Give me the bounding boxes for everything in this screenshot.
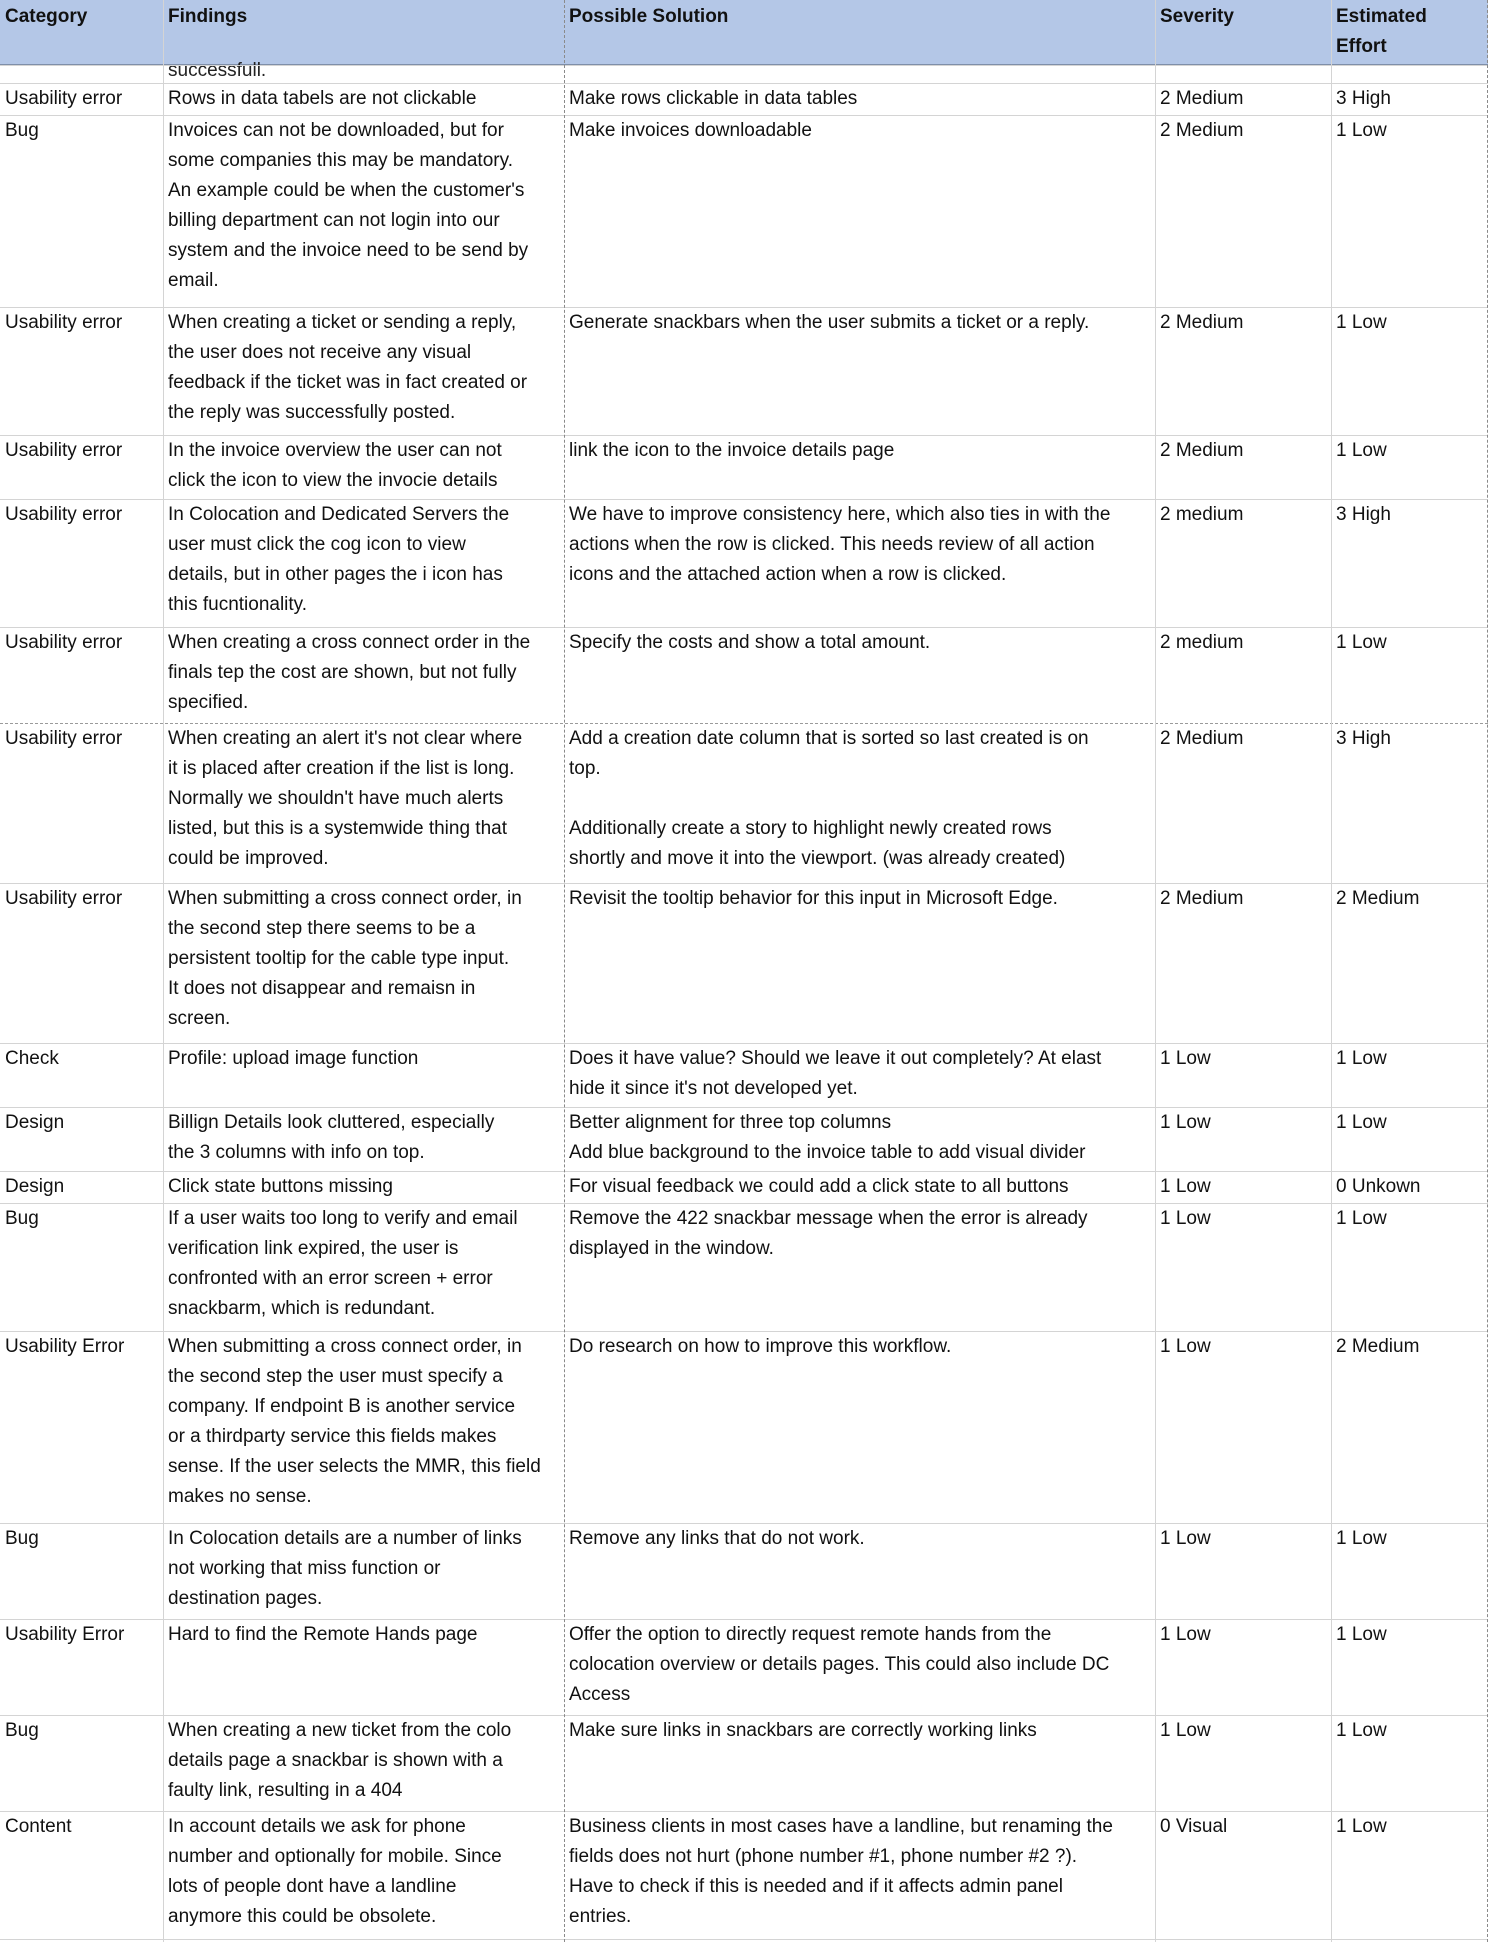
cell-category[interactable]: Bug [5,1208,39,1229]
table-row[interactable] [0,1716,1488,1812]
cell-effort[interactable]: 1 Low [1336,120,1387,141]
cell-findings[interactable]: Billign Details look cluttered, especially the 3 columns with info on top. [168,1112,495,1163]
cell-solution[interactable]: Better alignment for three top columns Add blue background to the invoice table to add visual divider [569,1112,1086,1163]
cell-solution[interactable]: Remove the 422 snackbar message when the error is already displayed in the window. [569,1208,1088,1259]
table-row[interactable] [0,1332,1488,1524]
cell-solution[interactable]: Revisit the tooltip behavior for this input in Microsoft Edge. [569,888,1058,909]
cell-findings[interactable]: When submitting a cross connect order, in the second step there seems to be a persistent tooltip for the cable type input. It does not disappear and remaisn in screen. [168,888,522,1029]
cell-severity[interactable]: 1 Low [1160,1624,1211,1645]
cell-findings[interactable]: If a user waits too long to verify and email verification link expired, the user is confronted with an error screen + error snackbarm, which is redundant. [168,1208,518,1319]
cell-solution[interactable]: Make rows clickable in data tables [569,88,858,109]
cell-severity[interactable]: 1 Low [1160,1176,1211,1197]
cell-solution[interactable]: Do research on how to improve this workflow. [569,1336,952,1357]
cell-severity[interactable]: 2 Medium [1160,888,1244,909]
cell-category[interactable]: Usability error [5,440,123,461]
header-estimated-effort[interactable]: Estimated Effort [1336,6,1427,57]
cell-solution[interactable]: Specify the costs and show a total amount. [569,632,931,653]
cell-severity[interactable]: 2 Medium [1160,88,1244,109]
grid-line [0,65,1488,66]
cell-severity[interactable]: 1 Low [1160,1720,1211,1741]
cell-effort[interactable]: 2 Medium [1336,1336,1420,1357]
cell-effort[interactable]: 3 High [1336,88,1391,109]
cell-effort[interactable]: 1 Low [1336,1208,1387,1229]
cell-category[interactable]: Design [5,1112,65,1133]
cell-effort[interactable]: 1 Low [1336,1048,1387,1069]
cell-effort[interactable]: 3 High [1336,728,1391,749]
cell-solution[interactable]: Offer the option to directly request remote hands from the colocation overview or details pages. This could also include DC Access [569,1624,1110,1705]
cell-severity[interactable]: 1 Low [1160,1048,1211,1069]
cell-solution[interactable]: Add a creation date column that is sorted so last created is on top. Additionally create a story to highlight newly created rows shortly and move it into the viewport. (was already created) [569,728,1089,869]
table-row[interactable] [0,500,1488,628]
cell-category[interactable]: Usability error [5,728,123,749]
cell-category[interactable]: Usability error [5,88,123,109]
cell-severity[interactable]: 1 Low [1160,1528,1211,1549]
cell-effort[interactable]: 1 Low [1336,1112,1387,1133]
header-findings[interactable]: Findings [168,6,248,27]
cell-effort[interactable]: 1 Low [1336,312,1387,333]
cell-category[interactable]: Usability error [5,888,123,909]
cell-category[interactable]: Usability error [5,312,123,333]
cell-solution[interactable]: Business clients in most cases have a landline, but renaming the fields does not hurt (phone number #1, phone number #2 ?). Have to check if this is needed and if it affects admin panel entries. [569,1816,1113,1927]
cell-effort[interactable]: 2 Medium [1336,888,1420,909]
cell-severity[interactable]: 2 medium [1160,632,1244,653]
cell-effort[interactable]: 1 Low [1336,1624,1387,1645]
cell-findings[interactable]: In Colocation details are a number of links not working that miss function or destination pages. [168,1528,522,1609]
cell-effort[interactable]: 0 Unkown [1336,1176,1421,1197]
cell-category[interactable]: Usability error [5,504,123,525]
header-severity[interactable]: Severity [1160,6,1234,27]
cell-findings[interactable]: In account details we ask for phone number and optionally for mobile. Since lots of people dont have a landline anymore this could be obsolete. [168,1816,502,1927]
cell-effort[interactable]: 3 High [1336,504,1391,525]
table-row[interactable] [0,436,1488,500]
cell-solution[interactable]: Make sure links in snackbars are correctly working links [569,1720,1037,1741]
table-row[interactable] [0,724,1488,884]
table-row[interactable] [0,116,1488,308]
cell-category[interactable]: Design [5,1176,65,1197]
cell-category[interactable]: Bug [5,1528,39,1549]
cell-category[interactable]: Usability Error [5,1336,125,1357]
cell-severity[interactable]: 2 Medium [1160,120,1244,141]
cell-severity[interactable]: 1 Low [1160,1336,1211,1357]
cell-solution[interactable]: For visual feedback we could add a click state to all buttons [569,1176,1069,1197]
table-row[interactable] [0,1172,1488,1204]
cell-solution[interactable]: Does it have value? Should we leave it out completely? At elast hide it since it's not developed yet. [569,1048,1102,1099]
cell-solution[interactable]: Remove any links that do not work. [569,1528,865,1549]
cutoff-cell-text: successfull. [168,60,267,81]
cell-effort[interactable]: 1 Low [1336,1816,1387,1837]
cell-findings[interactable]: When creating an alert it's not clear where it is placed after creation if the list is long. Normally we shouldn't have much alerts listed, but this is a systemwide thing that could be improved. [168,728,523,869]
cell-effort[interactable]: 1 Low [1336,440,1387,461]
cell-category[interactable]: Bug [5,120,39,141]
cell-findings[interactable]: When creating a ticket or sending a reply, the user does not receive any visual feedback if the ticket was in fact created or the reply was successfully posted. [168,312,528,423]
cell-category[interactable]: Content [5,1816,72,1837]
table-row[interactable] [0,628,1488,724]
table-row[interactable] [0,884,1488,1044]
table-row[interactable] [0,1044,1488,1108]
cell-findings[interactable]: Hard to find the Remote Hands page [168,1624,478,1645]
table-row[interactable] [0,1524,1488,1620]
cell-findings[interactable]: Invoices can not be downloaded, but for some companies this may be mandatory. An example could be when the customer's billing department can not login into our system and the invoice need to be send by email. [168,120,529,291]
cell-findings[interactable]: When creating a new ticket from the colo details page a snackbar is shown with a faulty link, resulting in a 404 [168,1720,512,1801]
cell-solution[interactable]: Generate snackbars when the user submits a ticket or a reply. [569,312,1090,333]
table-row[interactable] [0,84,1488,116]
cell-findings[interactable]: When submitting a cross connect order, in the second step the user must specify a company. If endpoint B is another service or a thirdparty service this fields makes sense. If the user selects the MMR, this field makes no sense. [168,1336,541,1507]
cell-effort[interactable]: 1 Low [1336,632,1387,653]
table-row[interactable] [0,1812,1488,1942]
cell-solution[interactable]: link the icon to the invoice details page [569,440,895,461]
cell-findings[interactable]: Click state buttons missing [168,1176,393,1197]
cell-findings[interactable]: When creating a cross connect order in the finals tep the cost are shown, but not fully specified. [168,632,531,713]
table-row[interactable] [0,1108,1488,1172]
cell-severity[interactable]: 0 Visual [1160,1816,1228,1837]
table-row[interactable] [0,1620,1488,1716]
cell-category[interactable]: Bug [5,1720,39,1741]
table-row[interactable] [0,308,1488,436]
cell-category[interactable]: Usability Error [5,1624,125,1645]
cell-severity[interactable]: 2 medium [1160,504,1244,525]
cell-findings[interactable]: Rows in data tabels are not clickable [168,88,477,109]
header-category[interactable]: Category [5,6,88,27]
cell-severity[interactable]: 2 Medium [1160,312,1244,333]
cell-effort[interactable]: 1 Low [1336,1720,1387,1741]
cell-findings[interactable]: Profile: upload image function [168,1048,419,1069]
cell-findings[interactable]: In the invoice overview the user can not click the icon to view the invocie details [168,440,502,491]
table-row[interactable] [0,1204,1488,1332]
cell-severity[interactable]: 1 Low [1160,1112,1211,1133]
cell-category[interactable]: Check [5,1048,59,1069]
cell-severity[interactable]: 1 Low [1160,1208,1211,1229]
cell-effort[interactable]: 1 Low [1336,1528,1387,1549]
cell-solution[interactable]: Make invoices downloadable [569,120,812,141]
cell-severity[interactable]: 2 Medium [1160,728,1244,749]
header-possible-solution[interactable]: Possible Solution [569,6,729,27]
cell-findings[interactable]: In Colocation and Dedicated Servers the user must click the cog icon to view details, but in other pages the i icon has this fucntionality. [168,504,510,615]
cell-category[interactable]: Usability error [5,632,123,653]
cell-solution[interactable]: We have to improve consistency here, which also ties in with the actions when the row is clicked. This needs review of all action icons and the attached action when a row is clicked. [569,504,1111,585]
cell-severity[interactable]: 2 Medium [1160,440,1244,461]
